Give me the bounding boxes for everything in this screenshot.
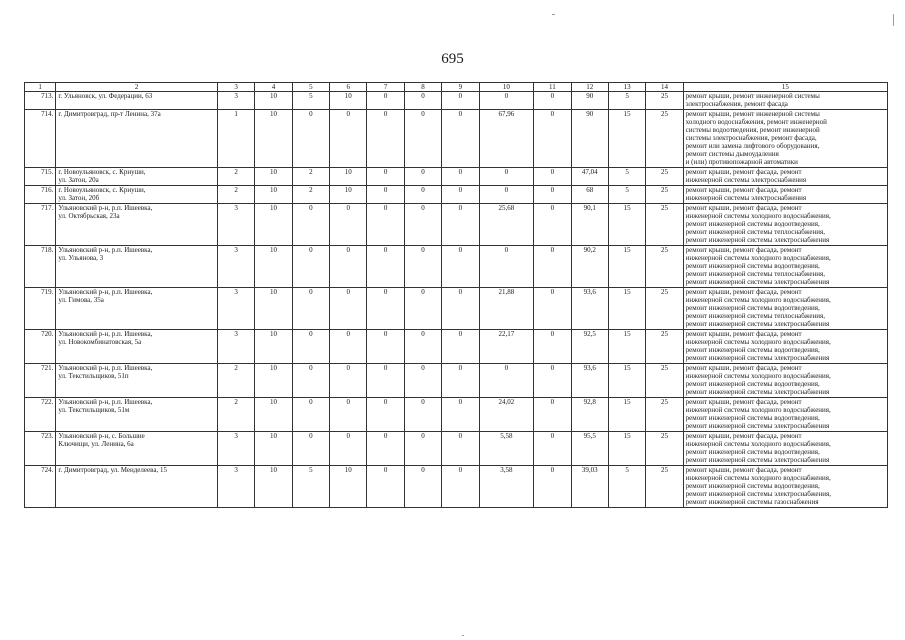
value-cell-c14: 25 bbox=[646, 398, 683, 432]
value-cell-c5: 2 bbox=[292, 168, 329, 186]
value-cell-c13: 5 bbox=[608, 466, 645, 508]
value-cell-c12: 90,2 bbox=[571, 246, 608, 288]
value-cell-c14: 25 bbox=[646, 432, 683, 466]
value-cell-c11: 0 bbox=[534, 246, 571, 288]
value-cell-c8: 0 bbox=[404, 364, 441, 398]
value-cell-c11: 0 bbox=[534, 330, 571, 364]
address-line: г. Новоульяновск, с. Криуши, bbox=[58, 186, 146, 194]
value-cell-c5: 5 bbox=[292, 92, 329, 110]
value-cell-c10: 3,58 bbox=[479, 466, 534, 508]
value-cell-c12: 93,6 bbox=[571, 288, 608, 330]
value-cell-c10: 0 bbox=[479, 246, 534, 288]
value-cell-c6: 0 bbox=[330, 364, 367, 398]
value-cell-c3: 3 bbox=[217, 246, 254, 288]
value-cell-c3: 3 bbox=[217, 204, 254, 246]
value-cell-c5: 0 bbox=[292, 288, 329, 330]
address-cell bbox=[56, 398, 218, 432]
works-cell bbox=[683, 398, 887, 432]
value-cell-c4: 10 bbox=[255, 110, 292, 168]
value-cell-c10: 22,17 bbox=[479, 330, 534, 364]
table-row bbox=[25, 288, 888, 330]
value-cell-c5: 0 bbox=[292, 246, 329, 288]
value-cell-c8: 0 bbox=[404, 204, 441, 246]
value-cell-c13: 15 bbox=[608, 204, 645, 246]
value-cell-c10: 21,88 bbox=[479, 288, 534, 330]
value-cell-c12: 90 bbox=[571, 92, 608, 110]
column-number: 11 bbox=[534, 83, 571, 92]
value-cell-c8: 0 bbox=[404, 186, 441, 204]
address-cell bbox=[56, 288, 218, 330]
value-cell-c9: 0 bbox=[442, 204, 479, 246]
works-line: ремонт инженерной системы электроснабжения bbox=[685, 320, 830, 328]
address-line: Ключищи, ул. Ленина, 6а bbox=[58, 440, 134, 448]
value-cell-c4: 10 bbox=[255, 92, 292, 110]
works-line: ремонт инженерной системы водоотведения, bbox=[685, 220, 820, 228]
value-cell-c10: 5,58 bbox=[479, 432, 534, 466]
value-cell-c8: 0 bbox=[404, 168, 441, 186]
works-line: и (или) противопожарной автоматики bbox=[685, 158, 798, 166]
address-line: г. Ульяновск, ул. Федерации, 63 bbox=[58, 92, 153, 100]
value-cell-c3: 2 bbox=[217, 168, 254, 186]
value-cell-c12: 90 bbox=[571, 110, 608, 168]
works-line: ремонт инженерной системы водоотведения, bbox=[685, 414, 820, 422]
table-row bbox=[25, 246, 888, 288]
column-number: 2 bbox=[56, 83, 218, 92]
address-line: ул. Текстильщиков, 51п bbox=[58, 372, 129, 380]
value-cell-c3: 3 bbox=[217, 432, 254, 466]
works-line: ремонт крыши, ремонт фасада, ремонт bbox=[685, 398, 802, 406]
value-cell-c3: 3 bbox=[217, 92, 254, 110]
value-cell-c14: 25 bbox=[646, 466, 683, 508]
works-line: инженерной системы холодного водоснабжения, bbox=[685, 212, 831, 220]
value-cell-c6: 10 bbox=[330, 466, 367, 508]
value-cell-c9: 0 bbox=[442, 466, 479, 508]
address-line: г. Димитровград, ул. Менделеева, 15 bbox=[58, 466, 167, 474]
column-number: 13 bbox=[608, 83, 645, 92]
value-cell-c8: 0 bbox=[404, 432, 441, 466]
value-cell-c8: 0 bbox=[404, 110, 441, 168]
value-cell-c5: 2 bbox=[292, 186, 329, 204]
value-cell-c3: 1 bbox=[217, 110, 254, 168]
scan-mark bbox=[552, 14, 555, 15]
works-line: ремонт инженерной системы водоотведения, bbox=[685, 262, 820, 270]
works-line: ремонт крыши, ремонт фасада, ремонт bbox=[685, 168, 802, 176]
works-line: инженерной системы электроснабжения bbox=[685, 194, 807, 202]
value-cell-c5: 0 bbox=[292, 204, 329, 246]
works-line: ремонт или замена лифтового оборудования, bbox=[685, 142, 820, 150]
works-line: ремонт крыши, ремонт фасада, ремонт bbox=[685, 330, 802, 338]
value-cell-c14: 25 bbox=[646, 186, 683, 204]
works-line: ремонт инженерной системы теплоснабжения, bbox=[685, 270, 825, 278]
works-line: инженерной системы электроснабжения bbox=[685, 176, 807, 184]
address-line: ул. Текстильщиков, 51м bbox=[58, 406, 130, 414]
works-line: ремонт инженерной системы теплоснабжения, bbox=[685, 312, 825, 320]
row-number: 717. bbox=[25, 204, 56, 246]
value-cell-c13: 5 bbox=[608, 186, 645, 204]
value-cell-c11: 0 bbox=[534, 466, 571, 508]
works-line: ремонт инженерной системы электроснабжения bbox=[685, 354, 830, 362]
value-cell-c9: 0 bbox=[442, 432, 479, 466]
value-cell-c9: 0 bbox=[442, 110, 479, 168]
address-line: Ульяновский р-н, р.п. Ишеевка, bbox=[58, 204, 153, 212]
value-cell-c7: 0 bbox=[367, 432, 404, 466]
value-cell-c4: 10 bbox=[255, 466, 292, 508]
value-cell-c9: 0 bbox=[442, 330, 479, 364]
value-cell-c10: 0 bbox=[479, 186, 534, 204]
value-cell-c7: 0 bbox=[367, 204, 404, 246]
value-cell-c14: 25 bbox=[646, 204, 683, 246]
address-line: Ульяновский р-н, р.п. Ишеевка, bbox=[58, 398, 153, 406]
column-number-row bbox=[25, 83, 888, 92]
works-line: ремонт крыши, ремонт фасада, ремонт bbox=[685, 186, 802, 194]
works-line: инженерной системы холодного водоснабжения, bbox=[685, 372, 831, 380]
works-line: ремонт инженерной системы теплоснабжения, bbox=[685, 228, 825, 236]
value-cell-c13: 15 bbox=[608, 398, 645, 432]
value-cell-c11: 0 bbox=[534, 92, 571, 110]
table-row bbox=[25, 204, 888, 246]
value-cell-c6: 10 bbox=[330, 168, 367, 186]
address-line: ул. Затон, 20б bbox=[58, 194, 100, 202]
address-line: г. Новоульяновск, с. Криуши, bbox=[58, 168, 146, 176]
works-line: системы электроснабжения, ремонт фасада, bbox=[685, 134, 817, 142]
works-line: ремонт инженерной системы электроснабжения, bbox=[685, 490, 831, 498]
value-cell-c9: 0 bbox=[442, 398, 479, 432]
works-line: ремонт крыши, ремонт фасада, ремонт bbox=[685, 246, 802, 254]
works-line: ремонт крыши, ремонт фасада, ремонт bbox=[685, 432, 802, 440]
table-row bbox=[25, 330, 888, 364]
value-cell-c12: 95,5 bbox=[571, 432, 608, 466]
works-line: ремонт инженерной системы электроснабжения bbox=[685, 456, 830, 464]
value-cell-c3: 3 bbox=[217, 288, 254, 330]
value-cell-c9: 0 bbox=[442, 186, 479, 204]
row-number: 714. bbox=[25, 110, 56, 168]
value-cell-c13: 15 bbox=[608, 330, 645, 364]
value-cell-c13: 5 bbox=[608, 92, 645, 110]
works-line: ремонт инженерной системы электроснабжения bbox=[685, 236, 830, 244]
value-cell-c4: 10 bbox=[255, 168, 292, 186]
works-line: ремонт крыши, ремонт инженерной системы bbox=[685, 110, 820, 118]
column-number: 6 bbox=[330, 83, 367, 92]
value-cell-c9: 0 bbox=[442, 168, 479, 186]
works-line: ремонт инженерной системы водоотведения, bbox=[685, 304, 820, 312]
works-cell bbox=[683, 466, 887, 508]
value-cell-c13: 15 bbox=[608, 288, 645, 330]
address-line: ул. Новокомбинатовская, 5а bbox=[58, 338, 142, 346]
value-cell-c7: 0 bbox=[367, 168, 404, 186]
value-cell-c12: 93,6 bbox=[571, 364, 608, 398]
value-cell-c7: 0 bbox=[367, 186, 404, 204]
value-cell-c4: 10 bbox=[255, 398, 292, 432]
value-cell-c9: 0 bbox=[442, 246, 479, 288]
value-cell-c14: 25 bbox=[646, 364, 683, 398]
address-cell bbox=[56, 466, 218, 508]
value-cell-c4: 10 bbox=[255, 330, 292, 364]
value-cell-c7: 0 bbox=[367, 398, 404, 432]
column-number: 7 bbox=[367, 83, 404, 92]
works-cell bbox=[683, 92, 887, 110]
value-cell-c3: 2 bbox=[217, 364, 254, 398]
value-cell-c6: 10 bbox=[330, 186, 367, 204]
address-line: Ульяновский р-н, р.п. Ишеевка, bbox=[58, 330, 153, 338]
value-cell-c11: 0 bbox=[534, 398, 571, 432]
value-cell-c14: 25 bbox=[646, 330, 683, 364]
works-line: системы водоотведения, ремонт инженерной bbox=[685, 126, 820, 134]
value-cell-c13: 15 bbox=[608, 432, 645, 466]
works-cell bbox=[683, 364, 887, 398]
value-cell-c13: 15 bbox=[608, 110, 645, 168]
works-cell bbox=[683, 110, 887, 168]
value-cell-c3: 3 bbox=[217, 330, 254, 364]
value-cell-c12: 39,03 bbox=[571, 466, 608, 508]
value-cell-c6: 0 bbox=[330, 204, 367, 246]
value-cell-c3: 2 bbox=[217, 398, 254, 432]
works-line: ремонт системы дымоудаления bbox=[685, 150, 779, 158]
value-cell-c5: 5 bbox=[292, 466, 329, 508]
address-cell bbox=[56, 168, 218, 186]
works-line: ремонт инженерной системы водоотведения, bbox=[685, 380, 820, 388]
value-cell-c6: 0 bbox=[330, 288, 367, 330]
works-cell bbox=[683, 168, 887, 186]
column-number: 4 bbox=[255, 83, 292, 92]
works-line: ремонт крыши, ремонт фасада, ремонт bbox=[685, 204, 802, 212]
value-cell-c11: 0 bbox=[534, 288, 571, 330]
value-cell-c7: 0 bbox=[367, 330, 404, 364]
table-row bbox=[25, 364, 888, 398]
value-cell-c12: 92,5 bbox=[571, 330, 608, 364]
row-number: 723. bbox=[25, 432, 56, 466]
value-cell-c6: 0 bbox=[330, 432, 367, 466]
address-cell bbox=[56, 110, 218, 168]
value-cell-c4: 10 bbox=[255, 204, 292, 246]
address-cell bbox=[56, 330, 218, 364]
works-line: ремонт инженерной системы водоотведения, bbox=[685, 346, 820, 354]
works-cell bbox=[683, 204, 887, 246]
works-line: ремонт крыши, ремонт фасада, ремонт bbox=[685, 466, 802, 474]
address-line: Ульяновский р-н, р.п. Ишеевка, bbox=[58, 246, 153, 254]
row-number: 724. bbox=[25, 466, 56, 508]
value-cell-c14: 25 bbox=[646, 246, 683, 288]
value-cell-c6: 10 bbox=[330, 92, 367, 110]
table-row bbox=[25, 168, 888, 186]
works-cell bbox=[683, 288, 887, 330]
works-line: ремонт инженерной системы водоотведения, bbox=[685, 448, 820, 456]
column-number: 8 bbox=[404, 83, 441, 92]
row-number: 715. bbox=[25, 168, 56, 186]
value-cell-c8: 0 bbox=[404, 466, 441, 508]
scan-mark bbox=[893, 14, 894, 26]
works-line: ремонт крыши, ремонт фасада, ремонт bbox=[685, 364, 802, 372]
works-line: ремонт инженерной системы электроснабжения bbox=[685, 388, 830, 396]
works-line: ремонт крыши, ремонт инженерной системы bbox=[685, 92, 820, 100]
value-cell-c12: 92,8 bbox=[571, 398, 608, 432]
works-line: инженерной системы холодного водоснабжения, bbox=[685, 296, 831, 304]
works-line: электроснабжения, ремонт фасада bbox=[685, 100, 788, 108]
row-number: 721. bbox=[25, 364, 56, 398]
page-number: 695 bbox=[441, 51, 464, 67]
value-cell-c4: 10 bbox=[255, 288, 292, 330]
row-number: 716. bbox=[25, 186, 56, 204]
value-cell-c5: 0 bbox=[292, 110, 329, 168]
value-cell-c10: 0 bbox=[479, 168, 534, 186]
column-number: 12 bbox=[571, 83, 608, 92]
value-cell-c5: 0 bbox=[292, 432, 329, 466]
value-cell-c7: 0 bbox=[367, 466, 404, 508]
row-number: 718. bbox=[25, 246, 56, 288]
value-cell-c11: 0 bbox=[534, 204, 571, 246]
value-cell-c10: 25,68 bbox=[479, 204, 534, 246]
address-cell bbox=[56, 246, 218, 288]
works-line: инженерной системы холодного водоснабжения, bbox=[685, 474, 831, 482]
value-cell-c13: 15 bbox=[608, 246, 645, 288]
column-number: 9 bbox=[442, 83, 479, 92]
works-line: инженерной системы холодного водоснабжения, bbox=[685, 440, 831, 448]
works-line: ремонт крыши, ремонт фасада, ремонт bbox=[685, 288, 802, 296]
value-cell-c9: 0 bbox=[442, 92, 479, 110]
address-line: г. Димитровград, пр-т Ленина, 37а bbox=[58, 110, 161, 118]
value-cell-c5: 0 bbox=[292, 330, 329, 364]
table-row bbox=[25, 186, 888, 204]
works-line: ремонт инженерной системы электроснабжения bbox=[685, 278, 830, 286]
value-cell-c11: 0 bbox=[534, 186, 571, 204]
column-number: 10 bbox=[479, 83, 534, 92]
row-number: 720. bbox=[25, 330, 56, 364]
works-cell bbox=[683, 246, 887, 288]
row-number: 713. bbox=[25, 92, 56, 110]
value-cell-c4: 10 bbox=[255, 432, 292, 466]
address-line: Ульяновский р-н, р.п. Ишеевка, bbox=[58, 288, 153, 296]
address-cell bbox=[56, 364, 218, 398]
value-cell-c12: 90,1 bbox=[571, 204, 608, 246]
table-row bbox=[25, 466, 888, 508]
value-cell-c12: 68 bbox=[571, 186, 608, 204]
column-number: 15 bbox=[683, 83, 887, 92]
address-cell bbox=[56, 92, 218, 110]
value-cell-c3: 2 bbox=[217, 186, 254, 204]
row-number: 722. bbox=[25, 398, 56, 432]
address-line: ул. Затон, 20а bbox=[58, 176, 99, 184]
value-cell-c8: 0 bbox=[404, 92, 441, 110]
works-line: инженерной системы холодного водоснабжения, bbox=[685, 254, 831, 262]
works-line: инженерной системы холодного водоснабжения, bbox=[685, 406, 831, 414]
value-cell-c10: 67,96 bbox=[479, 110, 534, 168]
value-cell-c6: 0 bbox=[330, 246, 367, 288]
works-line: инженерной системы холодного водоснабжения, bbox=[685, 338, 831, 346]
value-cell-c4: 10 bbox=[255, 246, 292, 288]
value-cell-c13: 15 bbox=[608, 364, 645, 398]
works-cell bbox=[683, 432, 887, 466]
column-number: 5 bbox=[292, 83, 329, 92]
column-number: 1 bbox=[25, 83, 56, 92]
address-cell bbox=[56, 204, 218, 246]
value-cell-c14: 25 bbox=[646, 288, 683, 330]
value-cell-c10: 24,02 bbox=[479, 398, 534, 432]
value-cell-c3: 3 bbox=[217, 466, 254, 508]
works-line: ремонт инженерной системы водоотведения, bbox=[685, 482, 820, 490]
table-row bbox=[25, 92, 888, 110]
value-cell-c7: 0 bbox=[367, 110, 404, 168]
value-cell-c8: 0 bbox=[404, 398, 441, 432]
value-cell-c4: 10 bbox=[255, 364, 292, 398]
value-cell-c10: 0 bbox=[479, 364, 534, 398]
address-cell bbox=[56, 186, 218, 204]
value-cell-c8: 0 bbox=[404, 246, 441, 288]
value-cell-c8: 0 bbox=[404, 330, 441, 364]
table-row bbox=[25, 110, 888, 168]
value-cell-c9: 0 bbox=[442, 364, 479, 398]
value-cell-c13: 5 bbox=[608, 168, 645, 186]
address-line: ул. Ульянова, 3 bbox=[58, 254, 104, 262]
value-cell-c11: 0 bbox=[534, 364, 571, 398]
value-cell-c14: 25 bbox=[646, 110, 683, 168]
value-cell-c9: 0 bbox=[442, 288, 479, 330]
column-number: 14 bbox=[646, 83, 683, 92]
value-cell-c6: 0 bbox=[330, 398, 367, 432]
value-cell-c5: 0 bbox=[292, 398, 329, 432]
scan-mark bbox=[462, 635, 464, 636]
row-number: 719. bbox=[25, 288, 56, 330]
value-cell-c4: 10 bbox=[255, 186, 292, 204]
works-line: ремонт инженерной системы газоснабжения bbox=[685, 498, 819, 506]
value-cell-c11: 0 bbox=[534, 168, 571, 186]
value-cell-c12: 47,04 bbox=[571, 168, 608, 186]
address-line: Ульяновский р-н, р.п. Ишеевка, bbox=[58, 364, 153, 372]
address-line: ул. Октябрьская, 23а bbox=[58, 212, 120, 220]
column-number: 3 bbox=[217, 83, 254, 92]
value-cell-c7: 0 bbox=[367, 92, 404, 110]
value-cell-c5: 0 bbox=[292, 364, 329, 398]
value-cell-c7: 0 bbox=[367, 364, 404, 398]
value-cell-c6: 0 bbox=[330, 330, 367, 364]
register-table bbox=[24, 82, 888, 508]
works-cell bbox=[683, 186, 887, 204]
address-line: Ульяновский р-н, с. Большие bbox=[58, 432, 145, 440]
value-cell-c11: 0 bbox=[534, 110, 571, 168]
address-line: ул. Гимова, 35а bbox=[58, 296, 104, 304]
works-line: ремонт инженерной системы электроснабжения bbox=[685, 422, 830, 430]
value-cell-c14: 25 bbox=[646, 168, 683, 186]
works-line: холодного водоснабжения, ремонт инженерной bbox=[685, 118, 827, 126]
works-cell bbox=[683, 330, 887, 364]
value-cell-c7: 0 bbox=[367, 246, 404, 288]
value-cell-c6: 0 bbox=[330, 110, 367, 168]
value-cell-c8: 0 bbox=[404, 288, 441, 330]
value-cell-c7: 0 bbox=[367, 288, 404, 330]
address-cell bbox=[56, 432, 218, 466]
value-cell-c10: 0 bbox=[479, 92, 534, 110]
value-cell-c11: 0 bbox=[534, 432, 571, 466]
table-row bbox=[25, 398, 888, 432]
table-row bbox=[25, 432, 888, 466]
value-cell-c14: 25 bbox=[646, 92, 683, 110]
